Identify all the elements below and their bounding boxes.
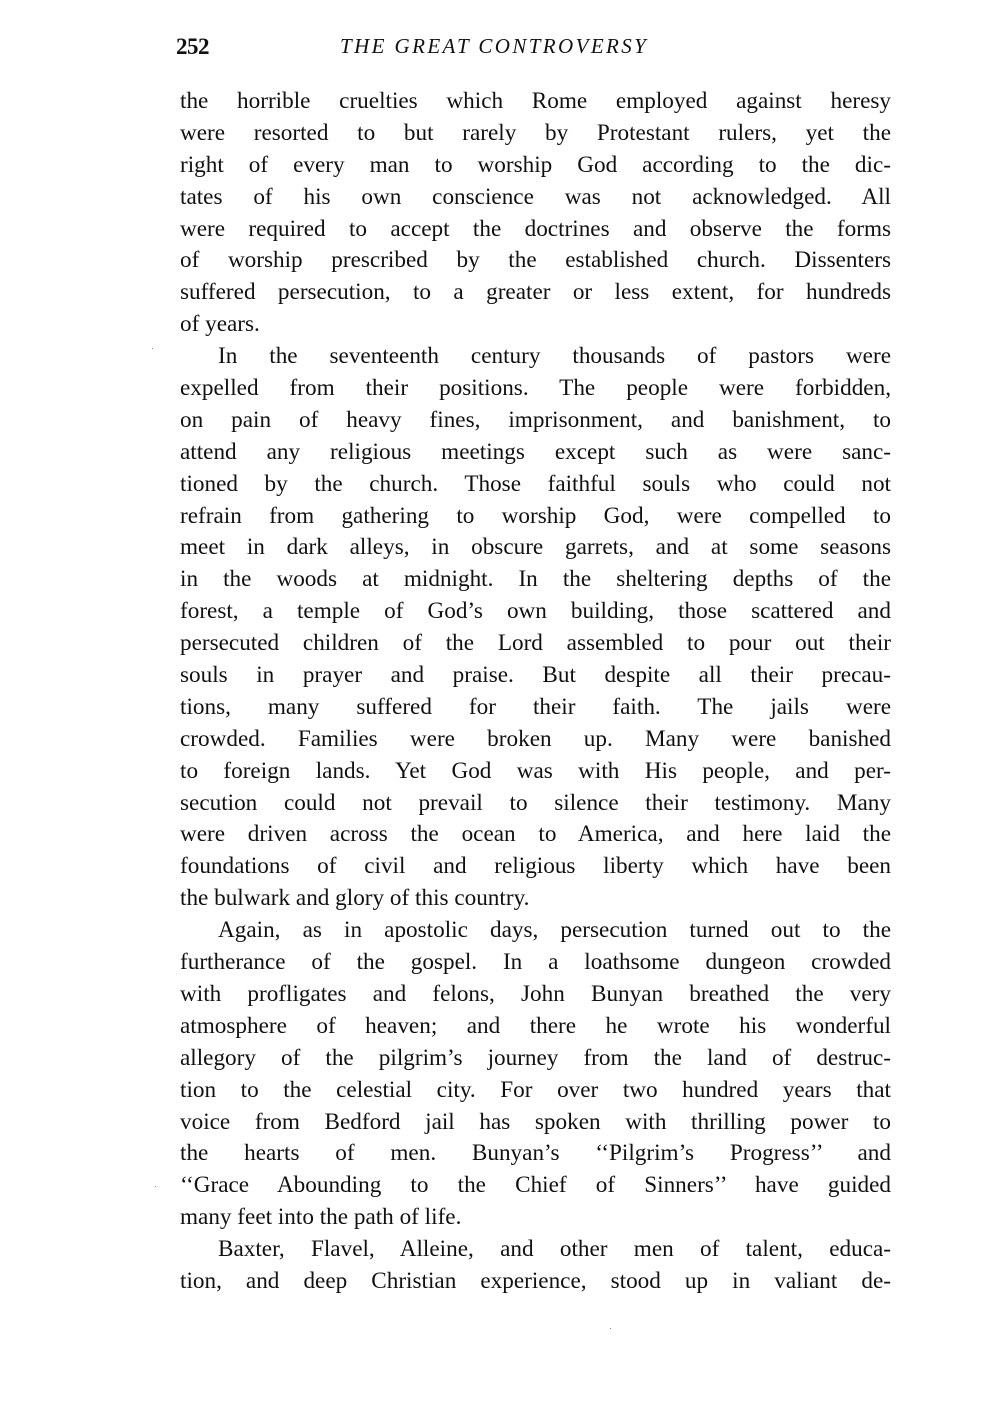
running-title: THE GREAT CONTROVERSY xyxy=(340,34,649,58)
text-line: refrain from gathering to worship God, were compelled to xyxy=(180,502,891,529)
text-line: secution could not prevail to silence their testimony. Many xyxy=(180,789,891,816)
text-line: persecuted children of the Lord assembled to pour out their xyxy=(180,630,891,657)
text-line: attend any religious meetings except such as were sanc- xyxy=(180,438,891,465)
page-header xyxy=(176,34,892,64)
text-line: the bulwark and glory of this country. xyxy=(180,885,530,912)
text-line: of years. xyxy=(180,311,260,338)
text-line: foundations of civil and religious liberty which have been xyxy=(180,853,891,880)
text-line: furtherance of the gospel. In a loathsome dungeon crowded xyxy=(180,949,891,976)
paragraph xyxy=(180,915,891,1234)
text-line: souls in prayer and praise. But despite all their precau- xyxy=(180,662,891,689)
text-line: with profligates and felons, John Bunyan breathed the very xyxy=(180,980,891,1007)
text-line: Baxter, Flavel, Alleine, and other men of talent, educa- xyxy=(218,1236,891,1263)
text-line: atmosphere of heaven; and there he wrote his wonderful xyxy=(180,1012,891,1039)
text-line: Again, as in apostolic days, persecution turned out to the xyxy=(218,917,891,944)
paragraph xyxy=(180,341,891,915)
scan-speck xyxy=(155,1186,156,1187)
text-line: meet in dark alleys, in obscure garrets, and at some seasons xyxy=(180,534,891,561)
text-line: tates of his own conscience was not acknowledged. All xyxy=(180,183,891,210)
text-line: in the woods at midnight. In the sheltering depths of the xyxy=(180,566,891,593)
text-line: expelled from their positions. The people were forbidden, xyxy=(180,375,891,402)
page-number: 252 xyxy=(176,34,209,59)
paragraph xyxy=(180,86,891,341)
scan-speck xyxy=(152,348,153,349)
scan-speck xyxy=(610,1328,611,1329)
text-line: allegory of the pilgrim’s journey from the land of destruc- xyxy=(180,1044,891,1071)
text-line: crowded. Families were broken up. Many were banished xyxy=(180,725,891,752)
text-line: right of every man to worship God according to the dic- xyxy=(180,151,891,178)
text-line: were required to accept the doctrines and observe the forms xyxy=(180,215,891,242)
text-line: of worship prescribed by the established church. Dissenters xyxy=(180,247,891,274)
text-line: many feet into the path of life. xyxy=(180,1204,462,1231)
text-line: were driven across the ocean to America, and here laid the xyxy=(180,821,891,848)
text-line: suffered persecution, to a greater or less extent, for hundreds xyxy=(180,279,891,306)
text-line: tion to the celestial city. For over two hundred years that xyxy=(180,1076,891,1103)
text-line: tioned by the church. Those faithful souls who could not xyxy=(180,470,891,497)
text-line: to foreign lands. Yet God was with His people, and per- xyxy=(180,757,891,784)
text-line: ‘‘Grace Abounding to the Chief of Sinners’’ have guided xyxy=(180,1172,891,1199)
text-line: voice from Bedford jail has spoken with thrilling power to xyxy=(180,1108,891,1135)
text-line: the horrible cruelties which Rome employed against heresy xyxy=(180,88,891,114)
text-line: forest, a temple of God’s own building, those scattered and xyxy=(180,598,891,625)
text-line: tion, and deep Christian experience, stood up in valiant de- xyxy=(180,1267,891,1294)
text-line: In the seventeenth century thousands of pastors were xyxy=(218,343,891,370)
paragraph xyxy=(180,1234,891,1298)
text-line: the hearts of men. Bunyan’s ‘‘Pilgrim’s Progress’’ and xyxy=(180,1140,891,1167)
text-line: tions, many suffered for their faith. The jails were xyxy=(180,693,891,720)
text-line: on pain of heavy fines, imprisonment, and banishment, to xyxy=(180,406,891,433)
body-text xyxy=(180,86,891,1298)
text-line: were resorted to but rarely by Protestant rulers, yet the xyxy=(180,119,891,146)
